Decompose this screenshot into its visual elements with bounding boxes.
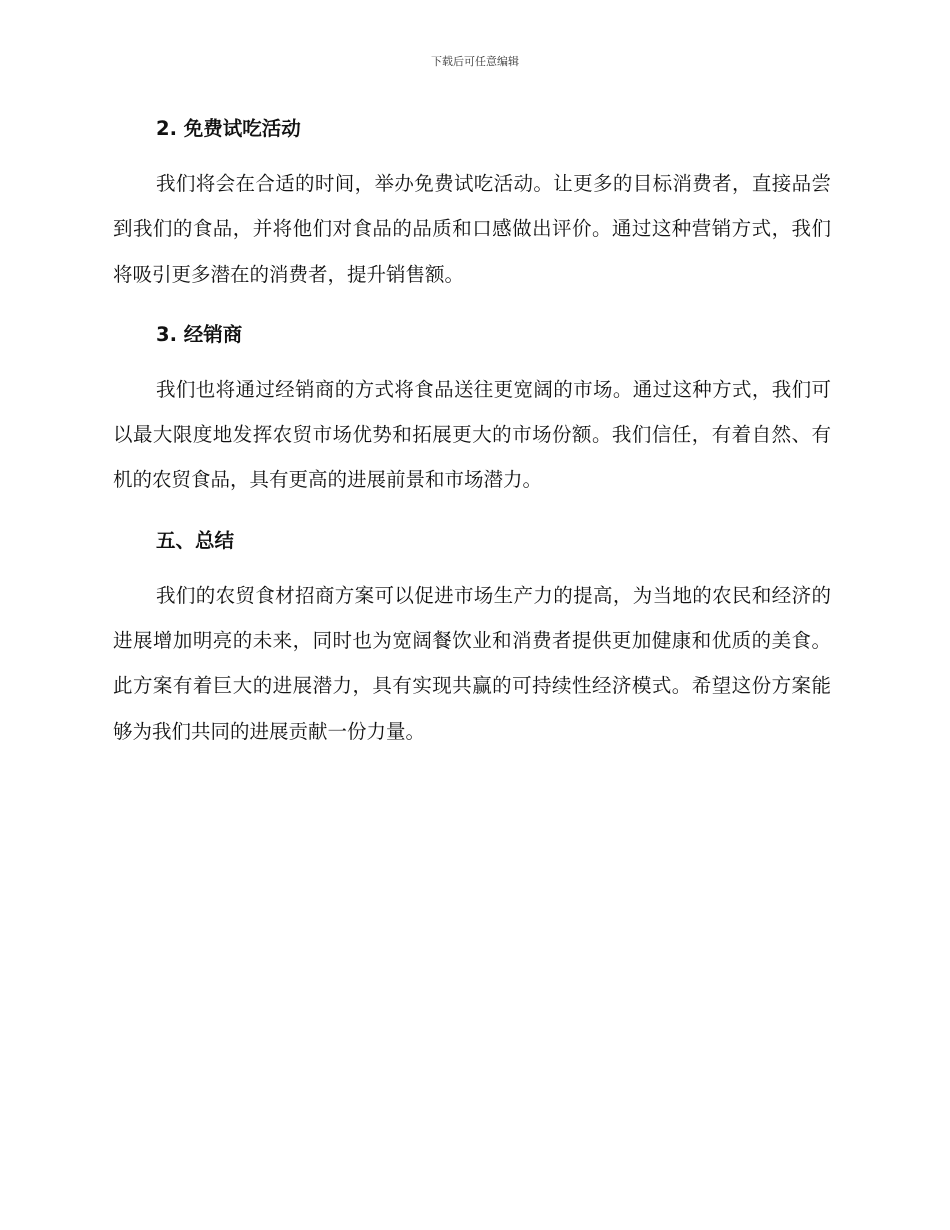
section-heading-distributors: 3. 经销商 [156, 322, 243, 346]
section-paragraph-free-tasting: 我们将会在合适的时间，举办免费试吃活动。让更多的目标消费者，直接品尝到我们的食品，并将他们对食品的品质和口感做出评价。通过这种营销方式，我们将吸引更多潜在的消费者，提升销售额。 [113, 172, 831, 286]
section-heading-free-tasting: 2. 免费试吃活动 [156, 117, 301, 140]
page-header: 下载后可任意编辑 [431, 55, 519, 68]
document-body [113, 112, 831, 754]
section-paragraph-distributors: 我们也将通过经销商的方式将食品送往更宽阔的市场。通过这种方式，我们可以最大限度地发挥农贸市场优势和拓展更大的市场份额。我们信任，有着自然、有机的农贸食品，具有更高的进展前景和市场潜力。 [113, 377, 831, 492]
section-paragraph-summary: 我们的农贸食材招商方案可以促进市场生产力的提高，为当地的农民和经济的进展增加明亮的未来，同时也为宽阔餐饮业和消费者提供更加健康和优质的美食。此方案有着巨大的进展潜力，具有实现共赢的可持续性经济模式。希望这份方案能够为我们共同的进展贡献一份力量。 [113, 583, 831, 743]
section-heading-summary: 五、总结 [156, 528, 235, 552]
